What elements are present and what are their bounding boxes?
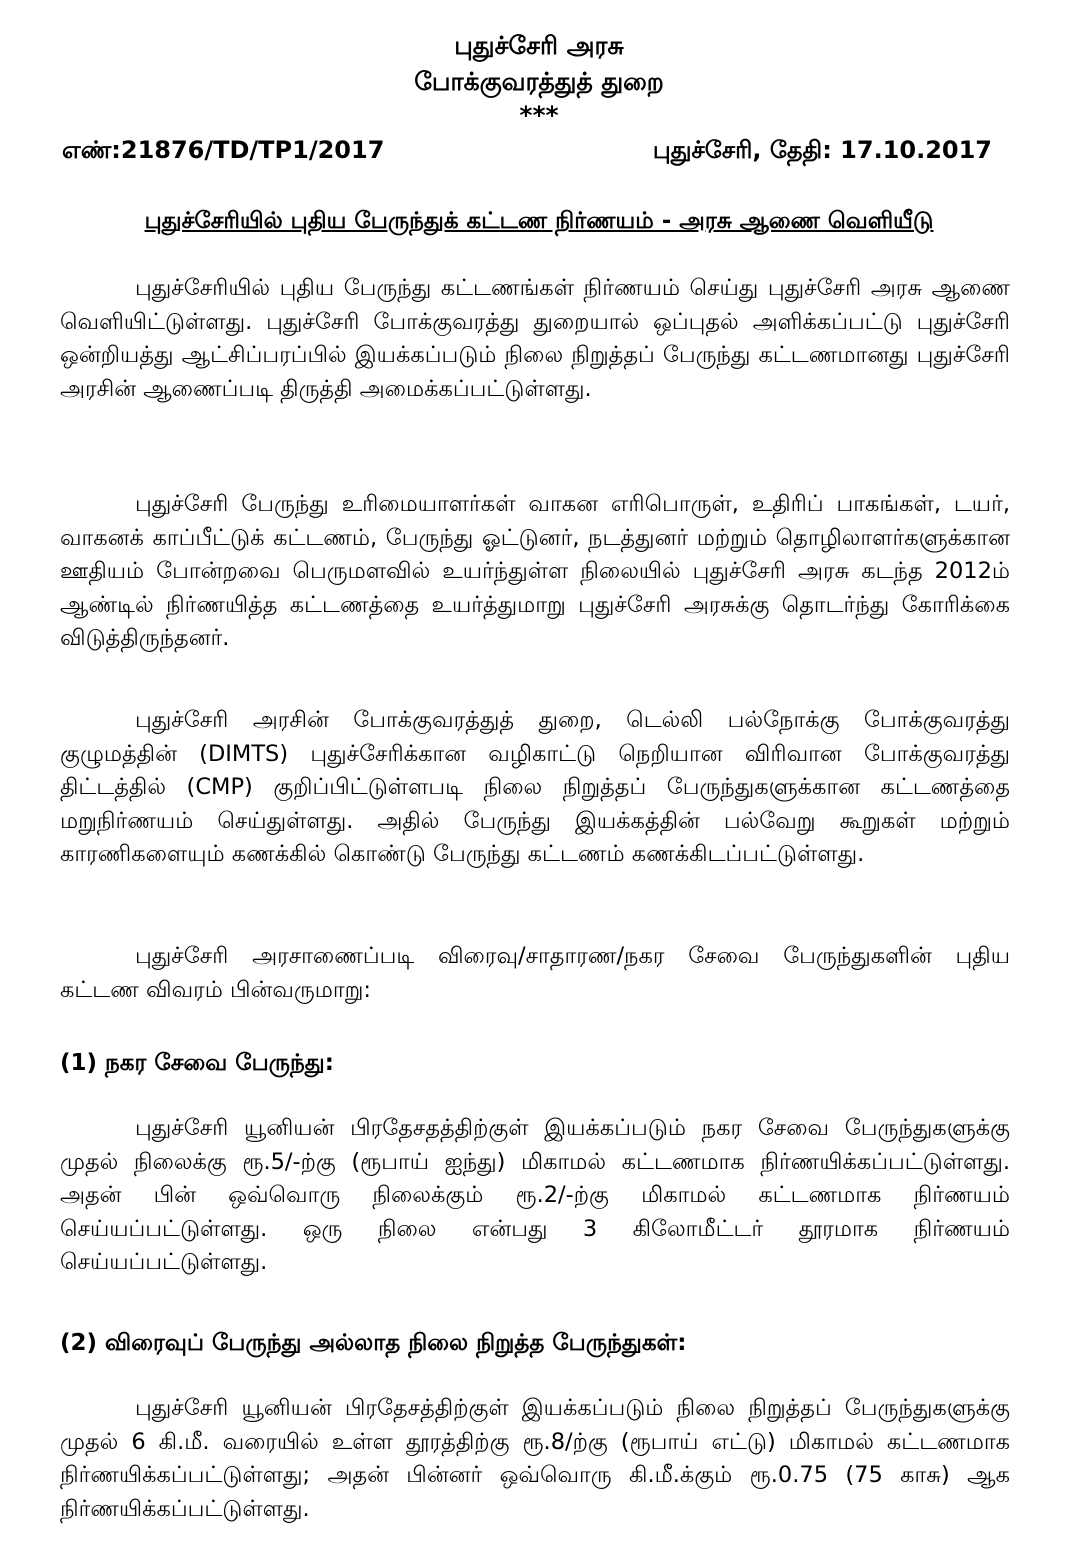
reference-number: எண்:21876/TD/TP1/2017 [62,136,385,164]
section-text-1: புதுச்சேரி யூனியன் பிரதேசதத்திற்குள் இயக்கப்படும் நகர சேவை பேருந்துகளுக்கு முதல் நிலைக்கு ரூ.5/-ற்கு (ரூபாய் ஐந்து) மிகாமல் கட்டணமாக நிர்ணயிக்கப்பட்டுள்ளது. அதன் பின் ஒவ்வொரு நிலைக்கும் ரூ.2/-ற்கு மிகாமல் கட்டணமாக நிர்ணயம் செய்யப்பட்டுள்ளது. ஒரு நிலை என்பது 3 கிலோமீட்டர் தூரமாக நிர்ணயம் செய்யப்பட்டுள்ளது. [60,1115,1010,1275]
section-heading-1: (1) நகர சேவை பேருந்து: [60,1050,334,1076]
section-text-2: புதுச்சேரி யூனியன் பிரதேசத்திற்குள் இயக்கப்படும் நிலை நிறுத்தப் பேருந்துகளுக்கு முதல் 6 கி.மீ. வரையில் உள்ள தூரத்திற்கு ரூ.8/ற்கு (ரூபாய் எட்டு) மிகாமல் கட்டணமாக நிர்ணயிக்கப்பட்டுள்ளது; அதன் பின்னர் ஒவ்வொரு கி.மீ.க்கும் ரூ.0.75 (75 காசு) ஆக நிர்ணயிக்கப்பட்டுள்ளது. [60,1395,1010,1522]
paragraph-3: புதுச்சேரி அரசின் போக்குவரத்துத் துறை, டெல்லி பல்நோக்கு போக்குவரத்து குழுமத்தின் (DIMTS) புதுச்சேரிக்கான வழிகாட்டு நெறியான விரிவான போக்குவரத்து திட்டத்தில் (CMP) குறிப்பிட்டுள்ளபடி நிலை நிறுத்தப் பேருந்துகளுக்கான கட்டணத்தை மறுநிர்ணயம் செய்துள்ளது. அதில் பேருந்து இயக்கத்தின் பல்வேறு கூறுகள் மற்றும் காரணிகளையும் கணக்கில் கொண்டு பேருந்து கட்டணம் கணக்கிடப்பட்டுள்ளது. [60,707,1010,867]
paragraph-4: புதுச்சேரி அரசாணைப்படி விரைவு/சாதாரண/நகர சேவை பேருந்துகளின் புதிய கட்டண விவரம் பின்வருமாறு: [60,943,1010,1003]
paragraph-1: புதுச்சேரியில் புதிய பேருந்து கட்டணங்கள் நிர்ணயம் செய்து புதுச்சேரி அரசு ஆணை வெளியிட்டுள்ளது. புதுச்சேரி போக்குவரத்து துறையால் ஒப்புதல் அளிக்கப்பட்டு புதுச்சேரி ஒன்றியத்து ஆட்சிப்பரப்பில் இயக்கப்படும் நிலை நிறுத்தப் பேருந்து கட்டணமானது புதுச்சேரி அரசின் ஆணைப்படி திருத்தி அமைக்கப்பட்டுள்ளது. [60,275,1010,402]
stars-separator: *** [519,101,559,130]
section-heading-2: (2) விரைவுப் பேருந்து அல்லாத நிலை நிறுத்த பேருந்துகள்: [60,1330,687,1356]
government-title: புதுச்சேரி அரசு [454,31,624,60]
department-title: போக்குவரத்துத் துறை [414,67,664,96]
paragraph-2: புதுச்சேரி பேருந்து உரிமையாளர்கள் வாகன எரிபொருள், உதிரிப் பாகங்கள், டயர், வாகனக் காப்பீட்டுக் கட்டணம், பேருந்து ஓட்டுனர், நடத்துனர் மற்றும் தொழிலாளர்களுக்கான ஊதியம் போன்றவை பெருமளவில் உயர்ந்துள்ள நிலையில் புதுச்சேரி அரசு கடந்த 2012ம் ஆண்டில் நிர்ணயித்த கட்டணத்தை உயர்த்துமாறு புதுச்சேரி அரசுக்கு தொடர்ந்து கோரிக்கை விடுத்திருந்தனர். [60,491,1010,651]
place-date: புதுச்சேரி, தேதி: 17.10.2017 [652,136,992,164]
subject-heading: புதுச்சேரியில் புதிய பேருந்துக் கட்டண நிர்ணயம் - அரசு ஆணை வெளியீடு [144,208,934,234]
reference-line [62,136,992,170]
